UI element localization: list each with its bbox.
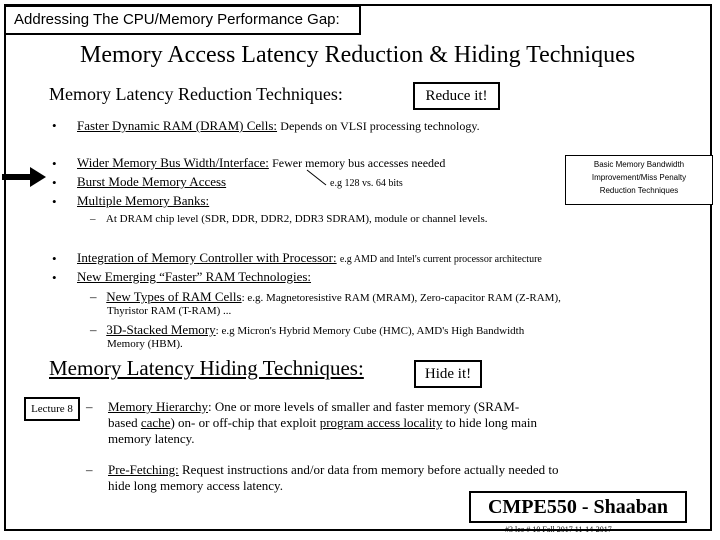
page-title: Memory Access Latency Reduction & Hiding Techniques [80,42,636,68]
dram-item [77,118,480,134]
cache-term: cache [140,415,171,430]
stacked-note: : e.g Micron's Hybrid Memory Cube (HMC), AMD's High Bandwidth [215,325,525,337]
bullet: • [52,270,57,285]
prefetch-item [108,462,559,494]
prefetch-text: Request instructions and/or data from memory before actually needed to [178,462,559,477]
hierarchy-line-3: memory latency. [108,431,195,446]
pointer-line [305,168,329,188]
hierarchy-text: based [108,415,141,430]
slide-footer: #3 lec # 10 Fall 2017 11-14-2017 [505,525,612,534]
hide-tag: Hide it! [414,360,482,388]
header-box: Addressing The CPU/Memory Performance Gap: [4,5,361,35]
side-box-line: Reduction Techniques [599,186,679,195]
banks-label: Multiple Memory Banks: [77,193,210,208]
bandwidth-note-box [565,155,713,205]
course-badge: CMPE550 - Shaaban [469,491,687,523]
dash: – [90,289,97,304]
bullet: • [52,175,57,190]
bullet: • [52,251,57,266]
prefetch-line-1 [108,462,559,478]
stacked-item [90,322,524,338]
stacked-note-2: Memory (HBM). [107,338,183,350]
hierarchy-text: : One or more levels of smaller and faster memory (SRAM- [208,399,520,414]
bus-item [77,155,445,171]
hiding-heading: Memory Latency Hiding Techniques: [49,356,364,380]
stacked-label: 3D-Stacked Memory [106,322,216,337]
hierarchy-text: ) on- or off-chip that exploit [170,415,320,430]
dram-note: Depends on VLSI processing technology. [280,119,480,133]
integration-label: Integration of Memory Controller with Processor: [77,250,337,265]
dash: – [90,213,96,225]
hierarchy-line-2 [108,415,537,431]
bullet: • [52,194,57,209]
dash: – [86,399,93,414]
banks-sub-text: At DRAM chip level (SDR, DDR, DDR2, DDR3 SDRAM), module or channel levels. [105,213,488,225]
side-box-line: Basic Memory Bandwidth [593,160,685,169]
new-types-note-2: Thyristor RAM (T-RAM) ... [107,305,232,317]
burst-label: Burst Mode Memory Access [77,174,227,189]
bullet: • [52,118,57,133]
new-types-label: New Types of RAM Cells [106,289,242,304]
hierarchy-line-1 [108,399,537,415]
integration-item [77,250,542,266]
reduce-tag: Reduce it! [413,82,500,110]
side-box-line: Improvement/Miss Penalty [591,173,687,182]
bullet: • [52,156,57,171]
new-types-item [90,289,561,305]
hierarchy-label: Memory Hierarchy [108,399,208,414]
new-types-note: : e.g. Magnetoresistive RAM (MRAM), Zero-capacitor RAM (Z-RAM), [241,292,561,304]
hierarchy-item [108,399,537,447]
hierarchy-text: to hide long main [442,415,538,430]
banks-sub-item [90,213,488,225]
dram-label: Faster Dynamic RAM (DRAM) Cells: [77,118,278,133]
burst-note: e.g 128 vs. 64 bits [330,178,403,189]
dash: – [90,322,97,337]
integration-note: e.g AMD and Intel's current processor architecture [339,254,542,265]
arrow-icon [0,166,50,188]
locality-term: program access locality [319,415,443,430]
emerging-label: New Emerging “Faster” RAM Technologies: [77,269,312,284]
prefetch-label: Pre-Fetching: [108,462,179,477]
bus-label: Wider Memory Bus Width/Interface: [77,155,269,170]
bus-note: Fewer memory bus accesses needed [272,156,446,170]
dash: – [86,462,93,477]
reduction-heading: Memory Latency Reduction Techniques: [49,84,343,104]
lecture-box: Lecture 8 [24,397,80,421]
prefetch-line-2: hide long memory access latency. [108,478,283,493]
